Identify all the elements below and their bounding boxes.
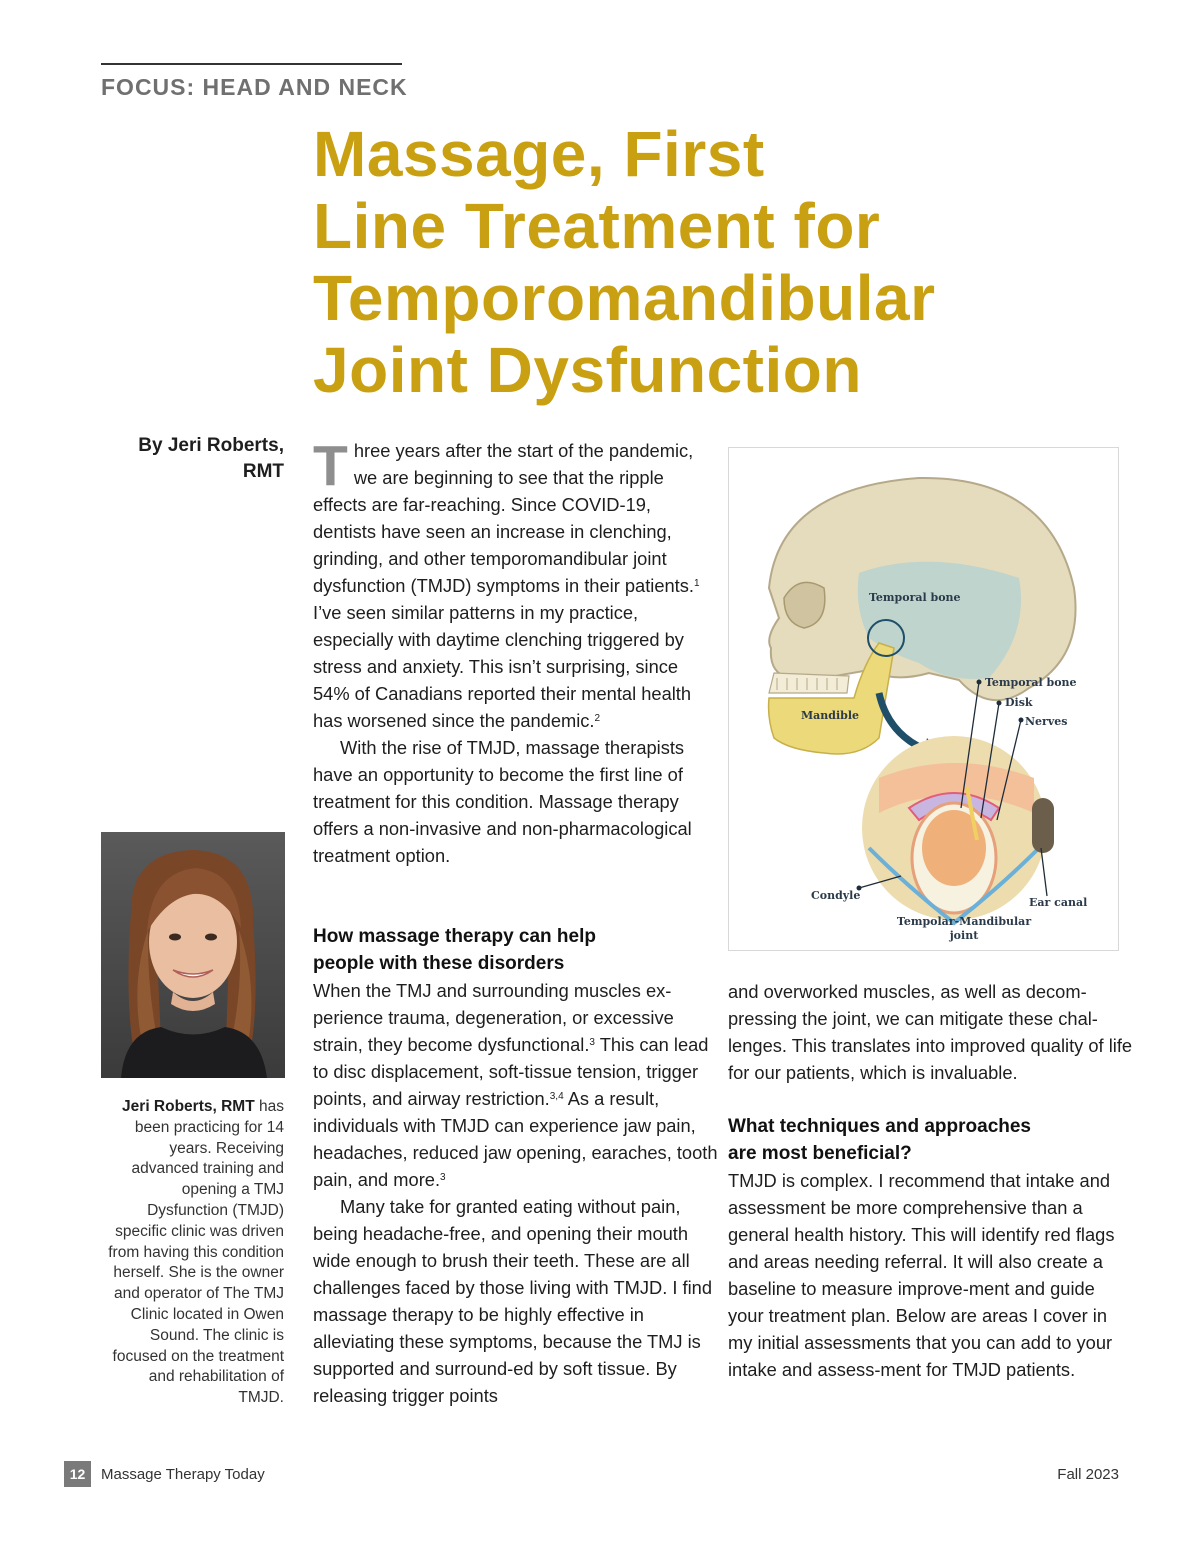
label-joint-line2: joint: [949, 929, 979, 942]
byline: [100, 433, 284, 485]
paragraph: [313, 977, 718, 1193]
article-title: [313, 118, 1013, 406]
paragraph: TMJD is complex. I recommend that intake and assessment be more comprehensive than a general health history. This will identify red flags and areas needing referral. It will also create a baseline to measure improve-ment and guide your treatment plan. Below are areas I cover in my initial assessments that you can add to your intake and assess-ment for TMJD patients.: [728, 1170, 1115, 1380]
subheading-line: How massage therapy can help: [313, 926, 596, 947]
author-bio: [100, 1097, 284, 1409]
footnote-ref: 3,4: [549, 1091, 564, 1102]
bio-name: Jeri Roberts, RMT: [122, 1098, 255, 1115]
ear-canal-shape: [1032, 798, 1054, 853]
subheading: [313, 923, 718, 977]
label-ear-canal: Ear canal: [1029, 896, 1088, 909]
label-condyle: Condyle: [811, 889, 861, 902]
section-label: FOCUS: HEAD AND NECK: [101, 74, 408, 100]
article-column-2: [728, 978, 1133, 1383]
paragraph-text: When the TMJ and surrounding muscles ex-perience trauma, degeneration, or excessive strain, they become dysfunctional.: [313, 980, 674, 1055]
paragraph-text: hree years after the start of the pandemic, we are beginning to see that the ripple effects are far-reaching. Since COVID-19, dentists have seen an increase in clenching, grinding, and other temporomandibular joint dysfunction (TMJD) symptoms in their patients.: [313, 440, 694, 596]
label-disk: Disk: [1005, 696, 1033, 709]
paragraph-text: I’ve seen similar patterns in my practice, especially with daytime clenching triggered by stress and anxiety. This isn’t surprising, since 54% of Canadians reported their mental health has worsened since the pandemic.: [313, 602, 692, 731]
paragraph: Many take for granted eating without pain, being headache-free, and opening their mouth wide enough to brush their teeth. These are all challenges faced by those living with TMJD. I find massage therapy to be highly effective in alleviating these symptoms, because the TMJ is supported and surround-ed by soft tissue. By releasing trigger points: [313, 1196, 713, 1406]
label-joint-line1: Tempolar-Mandibular: [896, 915, 1032, 928]
paragraph-text: This can lead to disc displacement, soft-tissue tension, trigger points, and airway restriction.: [313, 1034, 709, 1109]
title-line: Temporomandibular: [313, 262, 936, 334]
label-temporal-bone: Temporal bone: [985, 676, 1077, 689]
title-line: Massage, First: [313, 118, 765, 190]
paragraph-text: As a result, individuals with TMJD can experience jaw pain, headaches, reduced jaw opening, earaches, tooth pain, and more.: [313, 1088, 718, 1190]
footnote-ref: 2: [594, 713, 601, 724]
paragraph: and overworked muscles, as well as decom-pressing the joint, we can mitigate these chal-lenges. This translates into improved quality of life for our patients, which is invaluable.: [728, 981, 1133, 1083]
author-photo: [101, 832, 285, 1078]
subheading-line: people with these disorders: [313, 953, 565, 974]
author-portrait-illustration: [101, 832, 285, 1078]
footnote-ref: 1: [693, 578, 700, 589]
drop-cap: T: [313, 434, 348, 498]
paragraph: With the rise of TMJD, massage therapists have an opportunity to become the first line of treatment for this condition. Massage therapy offers a non-invasive and non-pharmacological treatment option.: [313, 737, 692, 866]
header-rule: [101, 63, 402, 65]
subheading-line: are most beneficial?: [728, 1143, 912, 1164]
tmj-illustration: [729, 448, 1118, 950]
issue-date: Fall 2023: [1057, 1466, 1119, 1483]
magazine-name: Massage Therapy Today: [101, 1466, 265, 1483]
label-mandible: Mandible: [801, 709, 860, 722]
page-number: 12: [64, 1461, 91, 1487]
paragraph: [313, 434, 713, 734]
title-line: Line Treatment for: [313, 190, 881, 262]
bio-text: has been practicing for 14 years. Receiving advanced training and opening a TMJ Dysfunction (TMJD) specific clinic was driven from having this condition herself. She is the owner and operator of The TMJ Clinic located in Owen Sound. The clinic is focused on the treatment and rehabilitation of TMJD.: [108, 1098, 284, 1407]
article-column-1-lower: [313, 923, 718, 1409]
byline-credential: RMT: [242, 461, 284, 482]
subheading: [728, 1113, 1133, 1167]
byline-name: By Jeri Roberts,: [138, 435, 284, 456]
tmj-anatomy-figure: [728, 447, 1119, 951]
label-temporal-bone-main: Temporal bone: [869, 591, 961, 604]
footnote-ref: 3: [440, 1172, 446, 1183]
title-line: Joint Dysfunction: [313, 334, 862, 406]
subheading-line: What techniques and approaches: [728, 1116, 1031, 1137]
footnote-ref: 3: [589, 1037, 595, 1048]
article-column-1-upper: [313, 434, 713, 869]
label-nerves: Nerves: [1025, 715, 1068, 728]
